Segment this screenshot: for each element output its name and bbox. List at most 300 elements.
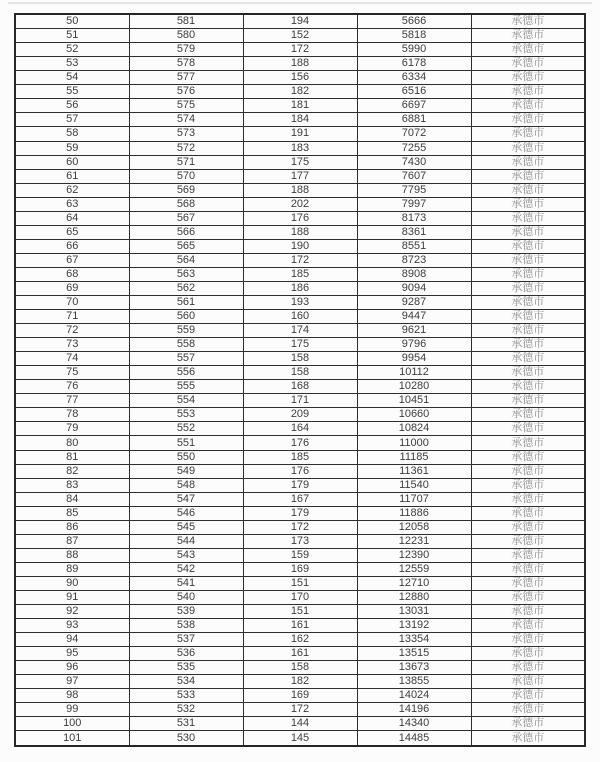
cell-rank: 61 [15,169,129,183]
cell-city: 承德市 [471,127,585,141]
table-row [15,197,585,211]
cell-score: 535 [129,661,243,675]
table-row [15,464,585,478]
cell-city: 承德市 [471,155,585,169]
cell-rank: 67 [15,253,129,267]
cell-score: 542 [129,562,243,576]
cell-score: 554 [129,394,243,408]
table-row [15,703,585,717]
cell-count: 202 [243,197,357,211]
cell-city: 承德市 [471,689,585,703]
cell-score: 552 [129,422,243,436]
page-edge-artifact [8,2,592,4]
cell-rank: 50 [15,14,129,29]
cell-score: 562 [129,281,243,295]
cell-score: 549 [129,464,243,478]
cell-cumulative: 10112 [357,366,471,380]
cell-count: 164 [243,422,357,436]
cell-rank: 52 [15,43,129,57]
cell-rank: 73 [15,338,129,352]
cell-count: 182 [243,675,357,689]
cell-count: 172 [243,703,357,717]
cell-city: 承德市 [471,338,585,352]
table-row [15,225,585,239]
cell-score: 568 [129,197,243,211]
cell-cumulative: 12559 [357,562,471,576]
cell-cumulative: 7255 [357,141,471,155]
table-row [15,520,585,534]
cell-rank: 56 [15,99,129,113]
cell-rank: 71 [15,310,129,324]
cell-rank: 81 [15,450,129,464]
cell-city: 承德市 [471,239,585,253]
cell-score: 530 [129,731,243,746]
cell-count: 176 [243,436,357,450]
cell-city: 承德市 [471,211,585,225]
cell-cumulative: 9287 [357,296,471,310]
cell-cumulative: 12231 [357,534,471,548]
table-row [15,408,585,422]
cell-cumulative: 5818 [357,29,471,43]
cell-score: 546 [129,506,243,520]
cell-count: 176 [243,464,357,478]
cell-city: 承德市 [471,99,585,113]
cell-cumulative: 6881 [357,113,471,127]
cell-city: 承德市 [471,352,585,366]
cell-rank: 79 [15,422,129,436]
cell-score: 548 [129,478,243,492]
cell-rank: 101 [15,731,129,746]
cell-rank: 82 [15,464,129,478]
cell-city: 承德市 [471,197,585,211]
cell-count: 175 [243,338,357,352]
cell-count: 158 [243,352,357,366]
cell-city: 承德市 [471,534,585,548]
cell-city: 承德市 [471,253,585,267]
cell-count: 160 [243,310,357,324]
cell-cumulative: 8723 [357,253,471,267]
cell-cumulative: 13673 [357,661,471,675]
cell-score: 569 [129,183,243,197]
cell-count: 159 [243,548,357,562]
cell-score: 563 [129,267,243,281]
cell-rank: 76 [15,380,129,394]
table-row [15,661,585,675]
cell-count: 145 [243,731,357,746]
cell-score: 574 [129,113,243,127]
cell-cumulative: 8908 [357,267,471,281]
table-row [15,267,585,281]
cell-city: 承德市 [471,591,585,605]
cell-cumulative: 6178 [357,57,471,71]
table-row [15,57,585,71]
table-row [15,155,585,169]
cell-count: 188 [243,57,357,71]
table-row [15,141,585,155]
cell-score: 553 [129,408,243,422]
cell-city: 承德市 [471,29,585,43]
cell-cumulative: 11000 [357,436,471,450]
cell-score: 567 [129,211,243,225]
cell-city: 承德市 [471,647,585,661]
cell-rank: 86 [15,520,129,534]
cell-rank: 78 [15,408,129,422]
cell-cumulative: 5666 [357,14,471,29]
cell-count: 188 [243,183,357,197]
cell-score: 565 [129,239,243,253]
cell-score: 531 [129,717,243,731]
table-row [15,591,585,605]
cell-score: 577 [129,71,243,85]
cell-cumulative: 10280 [357,380,471,394]
table-row [15,29,585,43]
cell-cumulative: 8361 [357,225,471,239]
cell-rank: 69 [15,281,129,295]
cell-cumulative: 11886 [357,506,471,520]
cell-score: 581 [129,14,243,29]
table-row [15,422,585,436]
table-row [15,619,585,633]
cell-count: 176 [243,211,357,225]
cell-rank: 83 [15,478,129,492]
cell-rank: 75 [15,366,129,380]
cell-cumulative: 14196 [357,703,471,717]
table-row [15,380,585,394]
cell-count: 158 [243,661,357,675]
table-row [15,85,585,99]
cell-cumulative: 12710 [357,576,471,590]
cell-city: 承德市 [471,464,585,478]
cell-city: 承德市 [471,394,585,408]
table-row [15,169,585,183]
cell-score: 559 [129,324,243,338]
cell-count: 168 [243,380,357,394]
cell-city: 承德市 [471,562,585,576]
cell-cumulative: 12058 [357,520,471,534]
cell-cumulative: 9796 [357,338,471,352]
score-table [14,13,586,747]
cell-rank: 51 [15,29,129,43]
cell-score: 539 [129,605,243,619]
cell-cumulative: 6516 [357,85,471,99]
cell-city: 承德市 [471,57,585,71]
cell-count: 169 [243,562,357,576]
cell-count: 183 [243,141,357,155]
table-row [15,576,585,590]
cell-score: 547 [129,492,243,506]
cell-rank: 57 [15,113,129,127]
cell-score: 544 [129,534,243,548]
cell-rank: 80 [15,436,129,450]
cell-city: 承德市 [471,605,585,619]
cell-count: 170 [243,591,357,605]
cell-count: 171 [243,394,357,408]
cell-score: 580 [129,29,243,43]
cell-city: 承德市 [471,113,585,127]
cell-count: 152 [243,29,357,43]
cell-count: 190 [243,239,357,253]
score-table-body [15,14,585,746]
cell-city: 承德市 [471,169,585,183]
cell-count: 167 [243,492,357,506]
cell-rank: 72 [15,324,129,338]
cell-score: 578 [129,57,243,71]
cell-city: 承德市 [471,661,585,675]
cell-cumulative: 7795 [357,183,471,197]
table-row [15,436,585,450]
cell-city: 承德市 [471,731,585,746]
table-row [15,633,585,647]
cell-cumulative: 13192 [357,619,471,633]
cell-count: 179 [243,506,357,520]
cell-city: 承德市 [471,366,585,380]
cell-rank: 94 [15,633,129,647]
cell-rank: 59 [15,141,129,155]
cell-rank: 93 [15,619,129,633]
table-row [15,534,585,548]
cell-count: 193 [243,296,357,310]
cell-count: 151 [243,576,357,590]
cell-score: 557 [129,352,243,366]
cell-cumulative: 14485 [357,731,471,746]
cell-city: 承德市 [471,281,585,295]
cell-count: 179 [243,478,357,492]
table-row [15,253,585,267]
cell-score: 560 [129,310,243,324]
cell-cumulative: 12390 [357,548,471,562]
cell-rank: 74 [15,352,129,366]
cell-city: 承德市 [471,633,585,647]
cell-cumulative: 13354 [357,633,471,647]
cell-cumulative: 5990 [357,43,471,57]
cell-city: 承德市 [471,478,585,492]
cell-score: 533 [129,689,243,703]
cell-score: 561 [129,296,243,310]
cell-rank: 99 [15,703,129,717]
cell-rank: 64 [15,211,129,225]
cell-rank: 70 [15,296,129,310]
cell-score: 540 [129,591,243,605]
cell-cumulative: 10824 [357,422,471,436]
cell-rank: 54 [15,71,129,85]
cell-cumulative: 9954 [357,352,471,366]
cell-rank: 55 [15,85,129,99]
table-row [15,731,585,746]
cell-rank: 90 [15,576,129,590]
cell-count: 182 [243,85,357,99]
cell-count: 172 [243,43,357,57]
cell-count: 186 [243,281,357,295]
cell-cumulative: 10660 [357,408,471,422]
cell-city: 承德市 [471,492,585,506]
cell-rank: 65 [15,225,129,239]
cell-rank: 66 [15,239,129,253]
cell-city: 承德市 [471,324,585,338]
cell-count: 175 [243,155,357,169]
table-row [15,394,585,408]
cell-count: 162 [243,633,357,647]
cell-score: 536 [129,647,243,661]
cell-count: 172 [243,253,357,267]
cell-cumulative: 14024 [357,689,471,703]
cell-rank: 98 [15,689,129,703]
table-row [15,14,585,29]
cell-score: 532 [129,703,243,717]
cell-count: 181 [243,99,357,113]
cell-score: 541 [129,576,243,590]
cell-rank: 88 [15,548,129,562]
cell-rank: 58 [15,127,129,141]
table-row [15,338,585,352]
cell-rank: 96 [15,661,129,675]
cell-city: 承德市 [471,141,585,155]
cell-rank: 68 [15,267,129,281]
cell-cumulative: 13855 [357,675,471,689]
cell-city: 承德市 [471,703,585,717]
cell-count: 144 [243,717,357,731]
cell-score: 534 [129,675,243,689]
table-row [15,43,585,57]
cell-cumulative: 7430 [357,155,471,169]
table-row [15,366,585,380]
cell-city: 承德市 [471,380,585,394]
cell-cumulative: 9621 [357,324,471,338]
cell-city: 承德市 [471,436,585,450]
cell-count: 177 [243,169,357,183]
cell-rank: 53 [15,57,129,71]
cell-cumulative: 7607 [357,169,471,183]
table-row [15,127,585,141]
table-row [15,689,585,703]
cell-score: 558 [129,338,243,352]
table-row [15,352,585,366]
table-row [15,183,585,197]
cell-city: 承德市 [471,183,585,197]
cell-score: 572 [129,141,243,155]
cell-city: 承德市 [471,14,585,29]
cell-count: 151 [243,605,357,619]
cell-count: 161 [243,647,357,661]
cell-city: 承德市 [471,506,585,520]
table-row [15,71,585,85]
cell-score: 570 [129,169,243,183]
cell-cumulative: 11707 [357,492,471,506]
cell-city: 承德市 [471,85,585,99]
table-row [15,605,585,619]
cell-cumulative: 7997 [357,197,471,211]
table-row [15,450,585,464]
cell-city: 承德市 [471,619,585,633]
cell-score: 555 [129,380,243,394]
table-row [15,548,585,562]
cell-cumulative: 10451 [357,394,471,408]
cell-score: 538 [129,619,243,633]
table-row [15,675,585,689]
cell-count: 209 [243,408,357,422]
cell-count: 158 [243,366,357,380]
cell-city: 承德市 [471,548,585,562]
score-table-container [14,13,586,747]
cell-rank: 97 [15,675,129,689]
cell-city: 承德市 [471,450,585,464]
cell-cumulative: 8173 [357,211,471,225]
table-row [15,478,585,492]
cell-city: 承德市 [471,675,585,689]
cell-rank: 91 [15,591,129,605]
cell-cumulative: 6334 [357,71,471,85]
cell-rank: 92 [15,605,129,619]
table-row [15,113,585,127]
cell-city: 承德市 [471,267,585,281]
cell-score: 575 [129,99,243,113]
cell-rank: 95 [15,647,129,661]
cell-rank: 63 [15,197,129,211]
table-row [15,506,585,520]
cell-count: 173 [243,534,357,548]
table-row [15,239,585,253]
cell-count: 172 [243,520,357,534]
cell-city: 承德市 [471,296,585,310]
cell-score: 566 [129,225,243,239]
cell-city: 承德市 [471,576,585,590]
cell-cumulative: 6697 [357,99,471,113]
cell-score: 576 [129,85,243,99]
cell-count: 174 [243,324,357,338]
table-row [15,296,585,310]
cell-rank: 77 [15,394,129,408]
cell-score: 564 [129,253,243,267]
cell-score: 551 [129,436,243,450]
table-row [15,562,585,576]
cell-cumulative: 9447 [357,310,471,324]
table-row [15,99,585,113]
cell-cumulative: 12880 [357,591,471,605]
cell-count: 191 [243,127,357,141]
cell-cumulative: 13515 [357,647,471,661]
cell-score: 537 [129,633,243,647]
cell-city: 承德市 [471,408,585,422]
cell-score: 545 [129,520,243,534]
cell-city: 承德市 [471,225,585,239]
cell-cumulative: 14340 [357,717,471,731]
cell-rank: 85 [15,506,129,520]
cell-cumulative: 11540 [357,478,471,492]
table-row [15,211,585,225]
cell-rank: 60 [15,155,129,169]
cell-rank: 87 [15,534,129,548]
cell-count: 185 [243,267,357,281]
cell-city: 承德市 [471,520,585,534]
table-row [15,717,585,731]
cell-cumulative: 13031 [357,605,471,619]
cell-count: 184 [243,113,357,127]
cell-city: 承德市 [471,310,585,324]
cell-count: 194 [243,14,357,29]
cell-city: 承德市 [471,71,585,85]
cell-count: 156 [243,71,357,85]
cell-score: 571 [129,155,243,169]
cell-score: 556 [129,366,243,380]
table-row [15,492,585,506]
cell-cumulative: 9094 [357,281,471,295]
cell-rank: 84 [15,492,129,506]
cell-score: 550 [129,450,243,464]
cell-rank: 89 [15,562,129,576]
cell-cumulative: 7072 [357,127,471,141]
cell-rank: 62 [15,183,129,197]
cell-count: 169 [243,689,357,703]
cell-count: 185 [243,450,357,464]
